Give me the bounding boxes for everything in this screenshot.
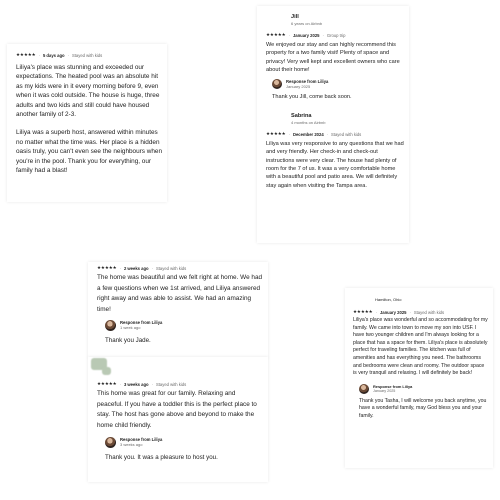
review-card: [88, 357, 268, 482]
host-avatar: [272, 79, 282, 89]
star-rating: ★★★★★: [266, 32, 286, 37]
review-date: January 2025: [379, 309, 407, 315]
review-card: [345, 288, 493, 468]
stay-type: Stayed with kids: [71, 52, 103, 58]
response-date: 3 weeks ago: [120, 442, 143, 448]
star-rating: ★★★★★: [266, 131, 286, 137]
stay-type: Stayed with kids: [155, 381, 187, 387]
response-text: Thank you Tasha, I will welcome you back anytime, you have a wonderful family, may God bless you and your family.: [359, 397, 487, 419]
host-avatar: [105, 320, 116, 331]
review-meta: ★★★★★ · January 2025 · Stayed with kids: [353, 309, 445, 315]
review-text: Liliya was very responsive to any questions that we had and very friendly. Her check-in and check-out instructions were very clear. The house had plenty of room for the 7 of us. It was a very comfortable home with a beautiful pool and patio area. We will definitely stay again when visiting the Tampa area.: [266, 141, 404, 189]
review-card: [88, 262, 268, 358]
review-text: Liliya's place was stunning and exceeded our expectations. The heated pool was an absolute hit as my kids were in it every morning before 9, even when it was cold outside. The house is huge, three adults and two kids and still could have housed another family of 2-3.: [16, 64, 160, 119]
reviewer-tenure: 6 years on Airbnb: [291, 21, 323, 26]
review-text: Liliya's place was wonderful and so accommodating for my family. We came into town to move my son into USF. I have two younger children and I'm always looking for a place that has a space for them. Liliya's place is absolutely perfect for traveling families. The kitchen was full of amenities and has everything you need. The bathrooms and bedrooms were clean and roomy. The outdoor space is very tranquil and relaxing. I will definitely be back!: [353, 317, 488, 377]
reviewer-name: Jill: [291, 14, 299, 20]
star-rating: ★★★★★: [16, 52, 36, 57]
host-response: [105, 437, 263, 448]
review-date: 2 weeks ago: [123, 265, 149, 271]
review-meta: ★★★★★ · 3 weeks ago · Stayed with kids: [97, 381, 187, 387]
response-text: Thank you. It was a pleasure to host you.: [105, 454, 218, 462]
stay-type: Group trip: [326, 32, 346, 38]
response-title: Response from Liliya: [120, 320, 163, 326]
star-rating: ★★★★★: [97, 381, 117, 386]
response-date: January 2025: [373, 388, 396, 393]
host-avatar: [359, 384, 369, 394]
host-response: [272, 79, 406, 89]
response-title: Response from Liliya: [373, 383, 413, 389]
reviewer-location: Hamilton, Ohio: [375, 297, 402, 302]
review-text: Liliya was a superb host, answered within minutes no matter what the time was. Her place is a hidden oasis truly, you can't even see the neighbours when you're in the pool. Thank you for everything, our family had a blast!: [16, 129, 163, 175]
review-date: 5 days ago: [42, 52, 65, 58]
response-title: Response from Liliya: [286, 79, 329, 85]
review-date: December 2024: [292, 131, 324, 137]
response-title: Response from Liliya: [120, 437, 163, 443]
review-meta: ★★★★★ · December 2024 · Stayed with kids: [266, 131, 362, 137]
stay-type: Stayed with kids: [331, 131, 362, 137]
response-date: January 2025: [286, 84, 311, 90]
review-card: [257, 6, 409, 243]
host-avatar: [105, 437, 116, 448]
review-card: [7, 44, 167, 202]
reviewer-name: Sabrina: [291, 113, 312, 120]
reviewer-tenure: 4 months on Airbnb: [291, 120, 326, 126]
host-response: [105, 320, 263, 331]
review-meta: ★★★★★ · 5 days ago · Stayed with kids: [16, 52, 103, 58]
review-text: We enjoyed our stay and can highly recommend this property for a two family visit! Plenty of space and privacy! Very well kept and excellent owners who care about their home!: [266, 42, 400, 73]
review-date: January 2025: [292, 32, 320, 38]
response-text: Thank you Jill, come back soon.: [272, 94, 352, 101]
review-meta: ★★★★★ · 2 weeks ago · Stayed with kids: [97, 265, 187, 271]
stay-type: Stayed with kids: [413, 309, 445, 315]
review-date: 3 weeks ago: [123, 381, 149, 387]
blurred-avatar: [102, 367, 111, 375]
review-text: The home was beautiful and we felt right at home. We had a few questions when we 1st arrived, and Liliya answered right away and was able to assist. We had an amazing time!: [97, 274, 263, 313]
stay-type: Stayed with kids: [155, 265, 187, 271]
host-response: [359, 384, 489, 394]
star-rating: ★★★★★: [97, 265, 117, 270]
review-meta: ★★★★★ · January 2025 · Group trip: [266, 32, 346, 38]
review-text: This home was great for our family. Relaxing and peaceful. If you have a toddler this is the perfect place to stay. The host has gone above and beyond to make the home child friendly.: [97, 390, 257, 429]
response-text: Thank you Jade.: [105, 337, 151, 345]
response-date: 1 week ago: [120, 325, 141, 331]
star-rating: ★★★★★: [353, 309, 373, 314]
